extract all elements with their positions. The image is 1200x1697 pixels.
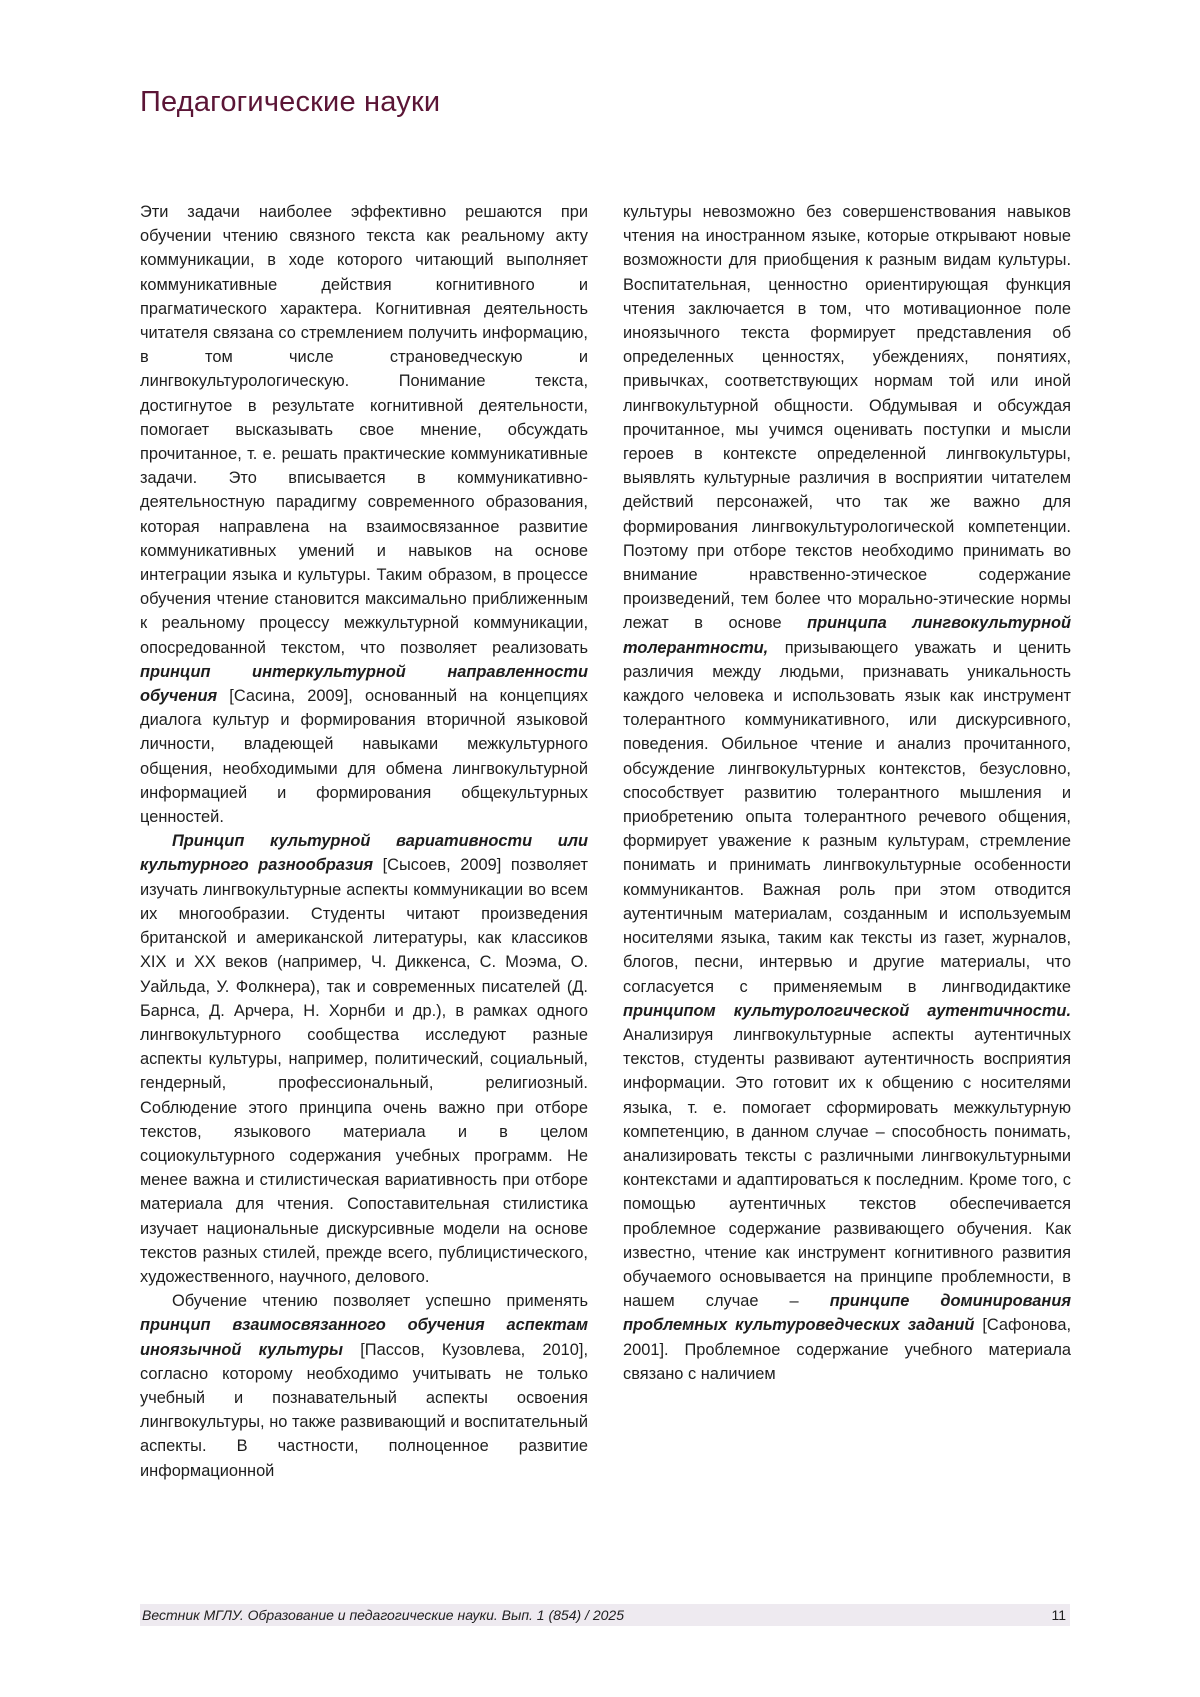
- right-column: [623, 200, 1071, 1386]
- principle-term: принципе доминирования проблемных культуроведческих заданий: [623, 1292, 1071, 1334]
- text-run: [Сафонова, 2001]. Проблемное содержание учебного материала связано с наличием: [623, 1316, 1071, 1382]
- principle-term: принцип интеркультурной направленности обучения: [140, 663, 588, 705]
- left-paragraph-2: [140, 829, 588, 1289]
- text-run: [Сысоев, 2009] позволяет изучать лингвокультурные аспекты коммуникации во всем их многообразии. Студенты читают произведения британской и американской литературы, как классиков XIX и XX веков (например, Ч. Диккенса, С. Моэма, О. Уайльда, У. Фолкнера), так и современных писателей (Д. Барнса, Д. Арчера, Н. Хорнби и др.), в рамках одного лингвокультурного сообщества исследуют разные аспекты культуры, например, политический, социальный, гендерный, профессиональный, религиозный. Соблюдение этого принципа очень важно при отборе текстов, языкового материала и в целом социокультурного содержания учебных программ. Не менее важна и стилистическая вариативность при отборе материала для чтения. Сопоставительная стилистика изучает национальные дискурсивные модели на основе текстов разных стилей, прежде всего, публицистического, художественного, научного, делового.: [140, 856, 588, 1285]
- page-title: Педагогические науки: [140, 86, 440, 119]
- principle-term: принципа лингвокультурной толерантности,: [623, 614, 1071, 656]
- page-footer: [140, 1604, 1070, 1626]
- journal-name: Вестник МГЛУ. Образование и педагогические науки. Вып. 1 (854) / 2025: [140, 1607, 624, 1623]
- principle-term: принципом культурологической аутентичности.: [623, 1002, 1071, 1020]
- left-paragraph-3: [140, 1289, 588, 1483]
- left-column: [140, 200, 588, 1483]
- page-number: 11: [1051, 1607, 1070, 1623]
- text-run: призывающего уважать и ценить различия между людьми, признавать уникальность каждого человека и использовать язык как инструмент толерантного коммуникативного, или дискурсивного, поведения. Обильное чтение и анализ прочитанного, обсуждение лингвокультурных контекстов, безусловно, способствует развитию толерантного мышления и приобретению опыта толерантного речевого общения, формирует уважение к разным культурам, стремление понимать и принимать лингвокультурные особенности коммуникантов. Важная роль при этом отводится аутентичным материалам, созданным и используемым носителями языка, таким как тексты из газет, журналов, блогов, песни, интервью и другие материалы, что согласуется с применяемым в лингводидактике: [623, 639, 1071, 996]
- text-run: Эти задачи наиболее эффективно решаются при обучении чтению связного текста как реальному акту коммуникации, в ходе которого читающий выполняет коммуникативные действия когнитивного и прагматического характера. Когнитивная деятельность читателя связана со стремлением получить информацию, в том числе страноведческую и лингвокультурологическую. Понимание текста, достигнутое в результате когнитивной деятельности, помогает высказывать свое мнение, обсуждать прочитанное, т. е. решать практические коммуникативные задачи. Это вписывается в коммуникативно-деятельностную парадигму современного образования, которая направлена на взаимосвязанное развитие коммуникативных умений и навыков на основе интеграции языка и культуры. Таким образом, в процессе обучения чтение становится максимально приближенным к реальному процессу межкультурной коммуникации, опосредованной текстом, что позволяет реализовать: [140, 203, 588, 657]
- text-run: Обучение чтению позволяет успешно применять: [172, 1292, 588, 1310]
- text-run: культуры невозможно без совершенствования навыков чтения на иностранном языке, которые открывают новые возможности для приобщения к разным видам культуры. Воспитательная, ценностно ориентирующая функция чтения заключается в том, что мотивационное поле иноязычного текста формирует представления об определенных ценностях, убеждениях, понятиях, привычках, соответствующих нормам той или иной лингвокультурной общности. Обдумывая и обсуждая прочитанное, мы учимся оценивать поступки и мысли героев в контексте определенной лингвокультуры, выявлять культурные различия в восприятии читателем действий персонажей, что так же важно для формирования лингвокультурологической компетенции. Поэтому при отборе текстов необходимо принимать во внимание нравственно-этическое содержание произведений, тем более что морально-этические нормы лежат в основе: [623, 203, 1071, 632]
- left-paragraph-1: [140, 200, 588, 829]
- principle-term: Принцип культурной вариативности или культурного разнообразия: [140, 832, 588, 874]
- principle-term: принцип взаимосвязанного обучения аспектам иноязычной культуры: [140, 1316, 588, 1358]
- text-run: [Сасина, 2009], основанный на концепциях диалога культур и формирования вторичной языковой личности, владеющей навыками межкультурного общения, необходимыми для обмена лингвокультурной информацией и формирования общекультурных ценностей.: [140, 687, 588, 826]
- text-run: Анализируя лингвокультурные аспекты аутентичных текстов, студенты развивают аутентичность восприятия информации. Это готовит их к общению с носителями языка, т. е. помогает сформировать межкультурную компетенцию, в данном случае – способность понимать, анализировать тексты с различными лингвокультурными контекстами и адаптироваться к последним. Кроме того, с помощью аутентичных текстов обеспечивается проблемное содержание развивающего обучения. Как известно, чтение как инструмент когнитивного развития обучаемого основывается на принципе проблемности, в нашем случае –: [623, 1026, 1071, 1310]
- right-paragraph-1: [623, 200, 1071, 1386]
- text-run: [Пассов, Кузовлева, 2010], согласно которому необходимо учитывать не только учебный и познавательный аспекты освоения лингвокультуры, но также развивающий и воспитательный аспекты. В частности, полноценное развитие информационной: [140, 1341, 588, 1480]
